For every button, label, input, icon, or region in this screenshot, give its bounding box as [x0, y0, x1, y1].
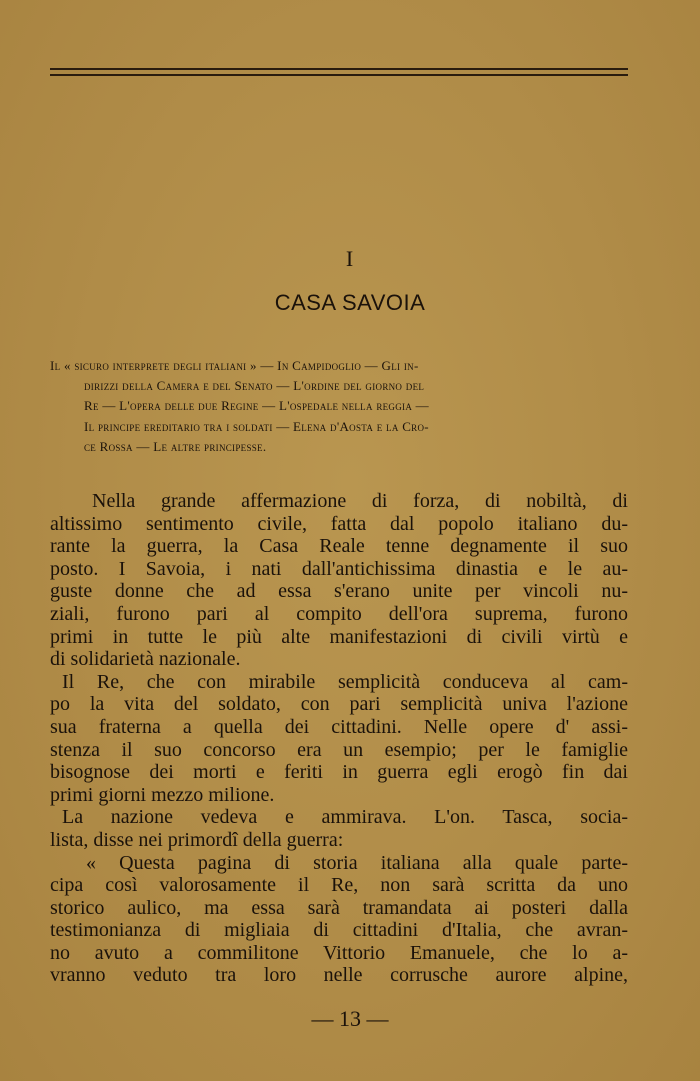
text-line: posto. I Savoia, i nati dall'antichissima dinastia e le au-: [50, 557, 628, 580]
text-line: bisognose dei morti e feriti in guerra egli erogò fin dai: [50, 761, 628, 784]
chapter-title: CASA SAVOIA: [274, 290, 426, 315]
body-text: [50, 490, 628, 987]
text-line: Nella grande affermazione di forza, di nobiltà, di: [92, 490, 628, 512]
page-number: — 13 —: [311, 1006, 389, 1031]
header-rule-bottom: [50, 74, 628, 76]
text-line: di solidarietà nazionale.: [50, 648, 241, 671]
text-line: primi giorni mezzo milione.: [50, 783, 275, 806]
text-line: La nazione vedeva e ammirava. L'on. Tasca, socia-: [62, 806, 628, 829]
text-line: po la vita del soldato, con pari semplicità univa l'azione: [50, 693, 628, 716]
text-line: « Questa pagina di storia italiana alla quale parte-: [86, 851, 628, 874]
text-line: cipa così valorosamente il Re, non sarà scritta da uno: [50, 874, 628, 897]
summary-line: dirizzi della Camera e del Senato — L'ordine del giorno del: [84, 378, 425, 394]
text-line: storico aulico, ma essa sarà tramandata ai posteri dalla: [50, 896, 628, 919]
chapter-summary: [50, 356, 628, 457]
text-line: primi in tutte le più alte manifestazioni di civili virtù e: [50, 625, 628, 648]
summary-line: Il principe ereditario tra i soldati — Elena d'Aosta e la Cro-: [84, 418, 429, 434]
summary-line: Il « sicuro interprete degli italiani » — In Campidoglio — Gli in-: [50, 358, 419, 373]
text-line: no avuto a commilitone Vittorio Emanuele, che lo a-: [50, 941, 628, 964]
text-line: rante la guerra, la Casa Reale tenne degnamente il suo: [50, 535, 628, 558]
text-line: testimonianza di migliaia di cittadini d'Italia, che avran-: [50, 919, 628, 942]
text-line: stenza il suo concorso era un esempio; per le famiglie: [50, 738, 628, 761]
summary-line: ce Rossa — Le altre principesse.: [84, 438, 267, 454]
text-line: vranno veduto tra loro nelle corrusche aurore alpine,: [50, 964, 628, 987]
text-line: Il Re, che con mirabile semplicità conduceva al cam-: [62, 670, 628, 693]
chapter-number: I: [345, 246, 355, 271]
header-rule-top: [50, 68, 628, 70]
summary-line: Re — L'opera delle due Regine — L'ospedale nella reggia —: [84, 398, 429, 414]
text-line: lista, disse nei primordî della guerra:: [50, 828, 344, 851]
text-line: ziali, furono pari al compito dell'ora suprema, furono: [50, 602, 628, 625]
text-line: altissimo sentimento civile, fatta dal popolo italiano du-: [50, 512, 628, 535]
text-line: sua fraterna a quella dei cittadini. Nelle opere d' assi-: [50, 715, 628, 738]
text-line: guste donne che ad essa s'erano unite per vincoli nu-: [50, 580, 628, 603]
